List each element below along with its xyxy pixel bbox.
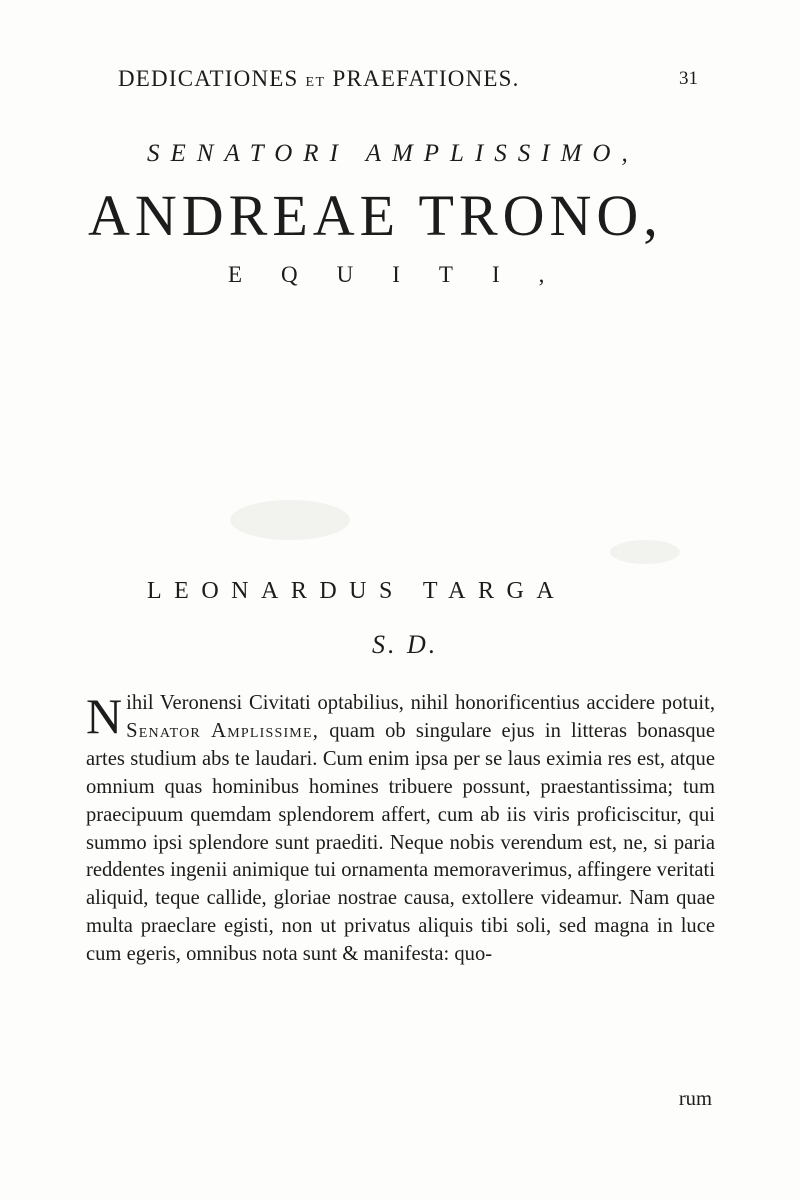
catchword: rum: [678, 1088, 712, 1110]
running-title-part1: DEDICATIONES: [118, 66, 299, 91]
salutation: S. D.: [372, 630, 439, 659]
body-text-part1: ihil Veronensi Civitati optabilius, nihil honorificentius accidere potuit,: [126, 692, 715, 714]
dedicatee-rank: EQUITI,: [228, 262, 584, 287]
running-title: [118, 66, 520, 92]
drop-cap: N: [86, 688, 123, 744]
paper-stain: [610, 540, 680, 564]
body-small-caps: Senator Amplissime,: [126, 719, 320, 742]
body-text-part2: quam ob singulare ejus in litteras bonasque artes studium abs te laudari. Cum enim ipsa per se laus eximia res est, atque omnium quas hominibus homines tribuere possunt, praestantissima; tum praecipuum quemdam splendorem affert, cum ab iis viris proficiscitur, qui summo ipsi splendore sunt praediti. Neque nobis verendum est, ne, si paria reddentes ingenii animique tui ornamenta memoraverimus, affingere veritati aliquid, teque callide, gloriae nostrae causa, extollere videamur. Nam quae multa praeclare egisti, non ut privatus aliquis tibi soli, sed magna in luce cum egeris, omnibus nota sunt & manifesta:: [86, 719, 715, 966]
running-title-part2: PRAEFATIONES.: [332, 66, 520, 91]
running-head: [118, 66, 698, 96]
body-last-word: quo-: [454, 943, 493, 966]
paper-stain: [230, 500, 350, 540]
dedication-title-line: SENATORI AMPLISSIMO,: [147, 140, 639, 167]
running-title-connector: ET: [305, 75, 326, 90]
dedicatee-name: ANDREAE TRONO,: [88, 183, 663, 248]
page-number: 31: [679, 68, 698, 89]
author-name: LEONARDUS TARGA: [147, 578, 567, 604]
body-paragraph: [86, 690, 715, 969]
